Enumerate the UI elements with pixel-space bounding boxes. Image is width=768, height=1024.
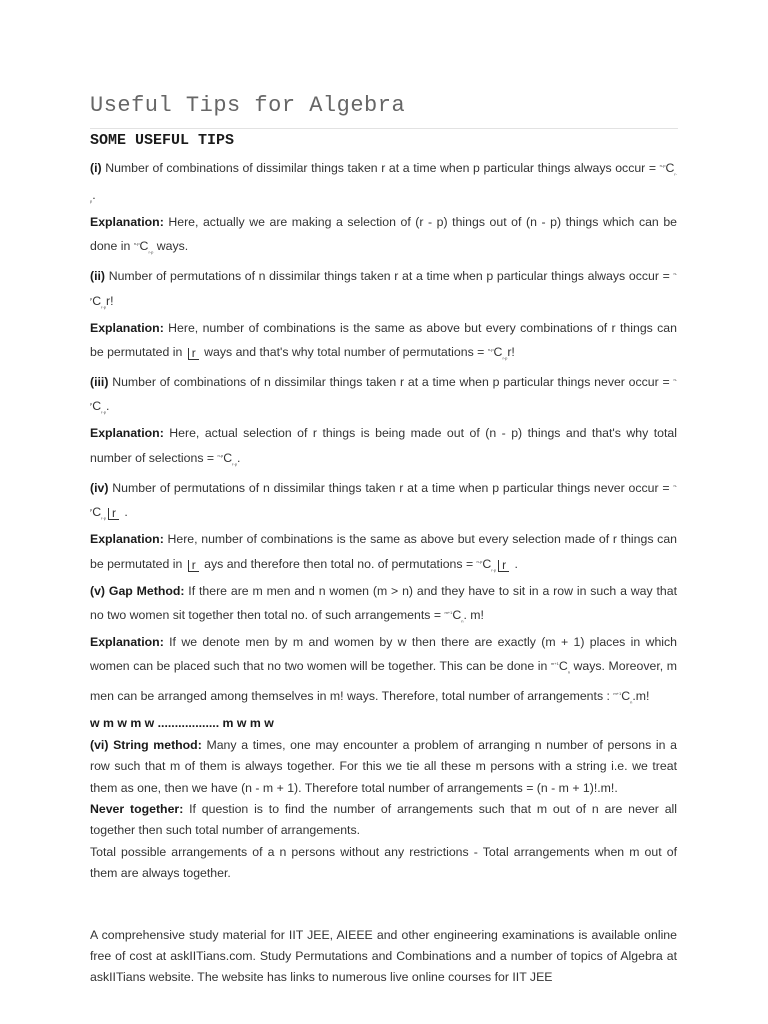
explanation-label: Explanation:	[90, 634, 164, 649]
subscript: n	[461, 618, 464, 624]
superscript: n-p	[487, 347, 494, 353]
superscript: n-p	[476, 558, 483, 564]
explanation-text: Here, actually we are making a selection of (r - p) things out of (n - p) things which can be done in	[90, 214, 677, 254]
factorial-symbol: r	[188, 560, 199, 572]
explanation-5	[90, 632, 677, 713]
subscript: r-p	[90, 171, 677, 204]
pattern-text: w m w m w .................. m w m w	[90, 716, 274, 731]
factorial-symbol: r	[108, 508, 119, 520]
superscript: m+1	[444, 610, 453, 616]
subscript: r-p	[101, 515, 107, 521]
tip-vi	[90, 735, 677, 799]
combination-symbol: C	[92, 505, 102, 520]
combination-symbol: C	[621, 689, 631, 704]
explanation-text: If we denote men by m and women by w then there are exactly (m + 1) places in which women can be placed such that no two women will be together. This can be done in	[90, 634, 677, 674]
explanation-text-2: ays and therefore then total no. of permutations =	[200, 556, 477, 571]
arrangement-pattern	[90, 713, 677, 734]
combination-symbol: C	[92, 293, 102, 308]
document-body	[90, 155, 677, 989]
explanation-end: .m!	[632, 689, 650, 704]
superscript: n-p	[217, 452, 224, 458]
tip-label: (iii)	[90, 375, 109, 390]
combination-symbol: C	[493, 345, 503, 360]
combination-symbol: C	[223, 450, 233, 465]
never-together-label: Never together:	[90, 801, 184, 816]
combination-symbol: C	[665, 161, 675, 176]
tip-end: .	[121, 505, 128, 520]
explanation-2	[90, 318, 677, 369]
total-arrangements: Total possible arrangements of a n persons without any restrictions - Total arrangements when m out of them are always together.	[90, 844, 677, 881]
explanation-end: .	[511, 556, 518, 571]
tip-label: (i)	[90, 161, 102, 176]
combination-symbol: C	[452, 608, 462, 623]
combination-symbol: C	[92, 399, 102, 414]
section-heading: SOME USEFUL TIPS	[90, 132, 235, 149]
never-together-text: If question is to find the number of arrangements such that m out of n are never all together then such total number of arrangements.	[90, 801, 678, 838]
superscript: n-p	[90, 482, 677, 513]
tip-v	[90, 581, 677, 632]
explanation-end: ways.	[153, 239, 189, 254]
page-title: Useful Tips for Algebra	[90, 93, 406, 118]
explanation-text-2: ways and that's why total number of permutations =	[200, 345, 488, 360]
subscript: r-p	[101, 304, 107, 310]
explanation-text: Here, number of combinations is the same as above but every selection made of r things can be permutated in	[90, 532, 677, 571]
superscript: n-p	[90, 376, 677, 407]
tip-text: Many a times, one may encounter a problem of arranging n number of persons in a row such that m of them is always together. For this we tie all these m persons with a string i.e. we treat them as one, then we have (n - m + 1). Therefore total number of arrangements = (n - m + 1)!.m!.	[90, 737, 677, 795]
superscript: n-p	[133, 241, 140, 247]
explanation-label: Explanation:	[90, 214, 164, 229]
tip-text: Number of permutations of n dissimilar things taken r at a time when p particular things never occur =	[108, 480, 674, 495]
tip-text: Number of combinations of dissimilar things taken r at a time when p particular things always occur =	[101, 161, 660, 176]
superscript: m+1	[550, 661, 559, 667]
title-divider	[90, 128, 678, 129]
explanation-end: .	[237, 450, 241, 465]
tip-text: Number of combinations of n dissimilar things taken r at a time when p particular things never occur =	[108, 375, 674, 390]
factorial-symbol: r	[498, 560, 509, 572]
explanation-1	[90, 212, 677, 263]
tip-ii	[90, 263, 677, 317]
tip-end: .	[106, 399, 110, 414]
tip-label: (v) Gap Method:	[90, 583, 185, 598]
subscript: n	[630, 699, 633, 705]
subscript: r-p	[148, 249, 154, 255]
explanation-text: Here, actual selection of r things is being made out of (n - p) things and that's why total number of selections =	[90, 426, 677, 465]
explanation-text-2: ways. Moreover, m men can be arranged among themselves in m! ways. Therefore, total number of arrangements :	[90, 659, 677, 704]
explanation-label: Explanation:	[90, 320, 164, 335]
combination-symbol: C	[139, 239, 149, 254]
explanation-4	[90, 529, 677, 580]
explanation-label: Explanation:	[90, 532, 164, 547]
spacer	[90, 885, 677, 925]
explanation-end: r!	[507, 345, 515, 360]
tip-text: Number of permutations of n dissimilar things taken r at a time when p particular things always occur =	[105, 269, 674, 284]
tip-end: r!	[106, 293, 114, 308]
tip-label: (ii)	[90, 269, 106, 284]
explanation-3	[90, 423, 677, 474]
tip-label: (iv)	[90, 480, 109, 495]
tip-end: . m!	[463, 608, 484, 623]
footer-paragraph: A comprehensive study material for IIT JEE, AIEEE and other engineering examinations is available online free of cost at askIITians.com. Study Permutations and Combinations and a number of topics of Algebra at askIITians website. The website has links to numerous live online courses for IIT JEE	[90, 927, 677, 985]
tip-iv	[90, 475, 677, 529]
superscript: n-p	[90, 271, 677, 301]
subscript: r-p	[502, 355, 508, 361]
tip-label: (vi) String method:	[90, 737, 202, 752]
superscript: m+1	[613, 691, 622, 697]
explanation-label: Explanation:	[90, 426, 164, 441]
factorial-symbol: r	[188, 348, 199, 360]
tip-i	[90, 155, 677, 212]
superscript: n-p	[659, 163, 666, 168]
combination-symbol: C	[482, 556, 492, 571]
tip-text: If there are m men and n women (m > n) and they have to sit in a row in such a way that no two women sit together then total no. of such arrangements =	[90, 583, 677, 623]
explanation-text: Here, number of combinations is the same as above but every combinations of r things can be permutated in	[90, 320, 677, 360]
subscript: r-p	[491, 567, 497, 573]
never-together	[90, 799, 677, 842]
subscript: r-p	[101, 410, 107, 416]
subscript: r-p	[232, 461, 238, 467]
tip-end: .	[92, 187, 96, 202]
tip-iii	[90, 369, 677, 423]
subscript: n	[567, 669, 570, 675]
combination-symbol: C	[558, 659, 568, 674]
